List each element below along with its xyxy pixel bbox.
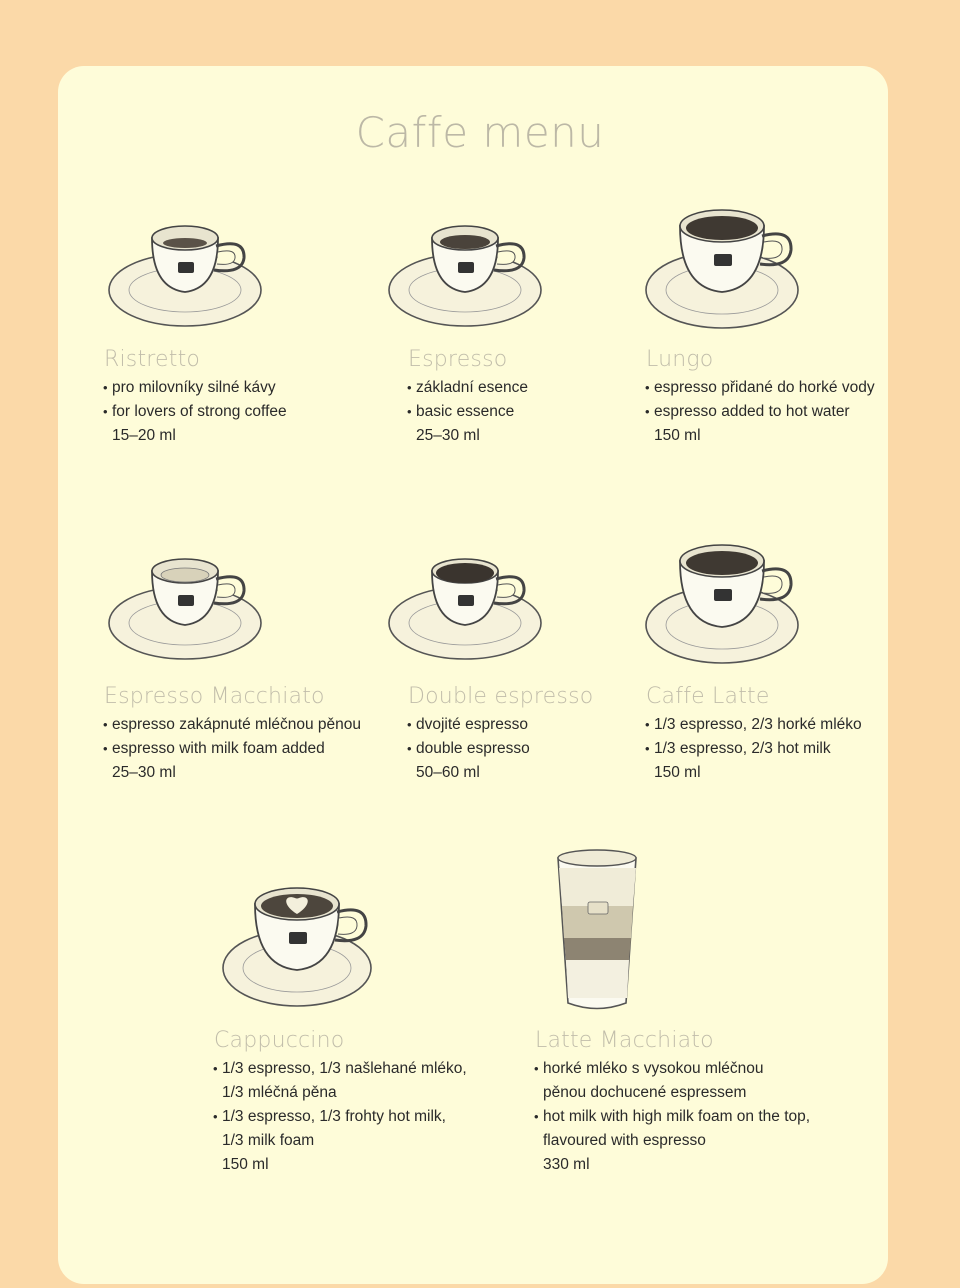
drink-name: Latte Macchiato (535, 1028, 714, 1053)
macchiato-cup-icon (100, 545, 270, 670)
double-espresso-cup-icon (380, 545, 550, 670)
latte-glass-icon (550, 848, 645, 1018)
volume: 25–30 ml (416, 427, 480, 444)
volume: 25–30 ml (112, 764, 176, 781)
description-english: • 1/3 espresso, 1/3 frohty hot milk, (214, 1105, 467, 1129)
description-english: • espresso with milk foam added (104, 737, 361, 761)
drink-double-espresso (408, 684, 593, 785)
description-czech-continued: pěnou dochucené espressem (543, 1084, 747, 1101)
lungo-cup-icon (640, 200, 810, 335)
description-czech: • espresso zakápnuté mléčnou pěnou (104, 713, 361, 737)
page-title: Caffe menu (355, 108, 605, 157)
description-english-continued: 1/3 milk foam (222, 1132, 315, 1149)
latte-cup-icon (640, 535, 810, 670)
drink-cappuccino (214, 1028, 467, 1177)
description-czech: • 1/3 espresso, 2/3 horké mléko (646, 713, 862, 737)
drink-name: Espresso (408, 347, 508, 372)
description-czech: • 1/3 espresso, 1/3 našlehané mléko, (214, 1057, 467, 1081)
cappuccino-cup-icon (215, 880, 385, 1015)
description-czech: • základní esence (408, 376, 528, 400)
drink-name: Lungo (646, 347, 714, 372)
drink-name: Cappuccino (214, 1028, 345, 1053)
volume: 330 ml (543, 1156, 590, 1173)
description-english: • 1/3 espresso, 2/3 hot milk (646, 737, 862, 761)
volume: 15–20 ml (112, 427, 176, 444)
drink-espresso-macchiato (104, 684, 361, 785)
drink-ristretto (104, 347, 287, 448)
drink-name: Espresso Macchiato (104, 684, 325, 709)
description-czech: • horké mléko s vysokou mléčnou (535, 1057, 810, 1081)
drink-name: Ristretto (104, 347, 201, 372)
drink-lungo (646, 347, 875, 448)
description-czech: • pro milovníky silné kávy (104, 376, 287, 400)
drink-latte-macchiato (535, 1028, 810, 1177)
description-czech: • dvojité espresso (408, 713, 593, 737)
description-czech: • espresso přidané do horké vody (646, 376, 875, 400)
drink-espresso (408, 347, 528, 448)
volume: 150 ml (654, 427, 701, 444)
description-english: • for lovers of strong coffee (104, 400, 287, 424)
volume: 150 ml (654, 764, 701, 781)
volume: 50–60 ml (416, 764, 480, 781)
description-english: • basic essence (408, 400, 528, 424)
drink-caffe-latte (646, 684, 862, 785)
description-czech-continued: 1/3 mléčná pěna (222, 1084, 337, 1101)
description-english-continued: flavoured with espresso (543, 1132, 706, 1149)
description-english: • espresso added to hot water (646, 400, 875, 424)
volume: 150 ml (222, 1156, 269, 1173)
small-espresso-cup-icon (100, 210, 270, 335)
drink-name: Caffe Latte (646, 684, 770, 709)
description-english: • hot milk with high milk foam on the top, (535, 1105, 810, 1129)
description-english: • double espresso (408, 737, 593, 761)
espresso-cup-icon (380, 210, 550, 335)
drink-name: Double espresso (408, 684, 594, 709)
